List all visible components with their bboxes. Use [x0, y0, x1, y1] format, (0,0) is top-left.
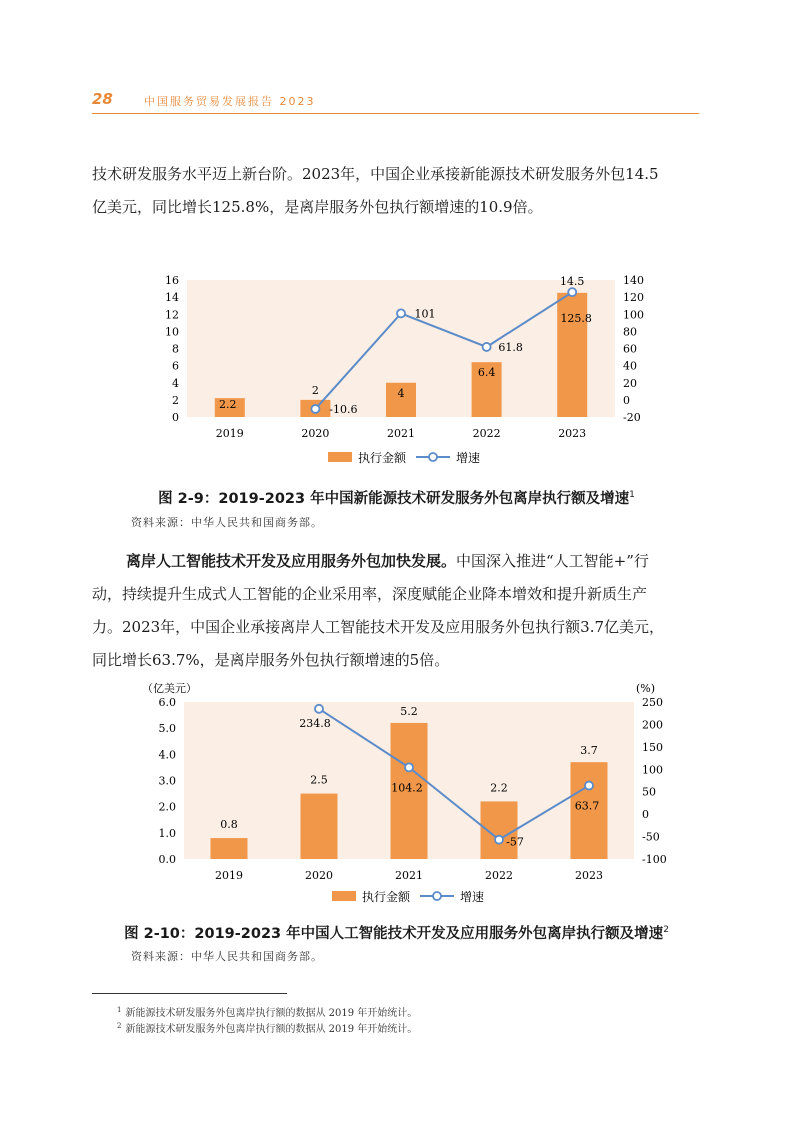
y-right-tick-label: 100 [623, 308, 644, 322]
growth-point [568, 288, 576, 296]
footnote-rule [92, 993, 287, 994]
growth-point [483, 343, 491, 351]
figure-1-source: 资料来源：中华人民共和国商务部。 [131, 516, 323, 529]
y-right-tick-label: 60 [623, 342, 637, 356]
line-data-label: 101 [414, 307, 436, 321]
running-header-title: 中国服务贸易发展报告 2023 [144, 95, 316, 108]
legend-line-marker [429, 453, 437, 461]
y-right-tick-label: 0 [642, 808, 649, 822]
bar-data-label: 0.8 [220, 818, 238, 832]
footnote-1-text: 新能源技术研发服务外包离岸执行额的数据从 2019 年开始统计。 [125, 1008, 418, 1019]
footnote-1 [117, 1004, 417, 1019]
bar-data-label: 5.2 [400, 704, 418, 718]
x-tick-label: 2021 [387, 427, 415, 440]
y-left-tick-label: 0 [172, 411, 179, 424]
x-tick-label: 2021 [395, 869, 423, 882]
paragraph-2-line-1 [92, 545, 700, 578]
y-left-tick-label: 4.0 [158, 748, 176, 762]
y-right-tick-label: -50 [642, 830, 660, 844]
page-number: 28 [92, 90, 113, 108]
y-left-tick-label: 6.0 [158, 696, 176, 709]
bar-data-label: 2.2 [219, 398, 237, 412]
bar-data-label: 6.4 [477, 366, 496, 380]
y-right-tick-label: 250 [642, 696, 663, 709]
y-left-tick-label: 6 [172, 359, 179, 373]
bar-data-label: 4 [397, 386, 405, 400]
legend-bar-label: 执行金额 [358, 451, 407, 465]
bar [211, 838, 248, 859]
paragraph-1-line-1: 技术研发服务水平迈上新台阶。2023年，中国企业承接新能源技术研发服务外包14.5 [92, 165, 659, 183]
y-right-tick-label: 120 [623, 291, 644, 305]
y-left-axis-label: （亿美元） [142, 682, 197, 695]
line-data-label: -10.6 [329, 402, 358, 416]
chart-energy-rd [150, 262, 644, 474]
y-right-tick-label: 150 [642, 740, 663, 754]
line-data-label: 125.8 [560, 312, 592, 326]
y-right-tick-label: -20 [623, 411, 641, 424]
figure-1-caption [0, 487, 793, 508]
y-left-tick-label: 1.0 [158, 826, 176, 840]
figure-2-caption-text: 图 2-10：2019-2023 年中国人工智能技术开发及应用服务外包离岸执行额及增速 [124, 926, 664, 942]
growth-point [315, 705, 323, 713]
x-tick-label: 2023 [575, 869, 603, 882]
paragraph-2-line-1-rest: 中国深入推进“人工智能+”行 [456, 552, 649, 570]
footnote-2-ref: 2 [117, 1021, 122, 1030]
paragraph-2-line-3: 力。2023年，中国企业承接离岸人工智能技术开发及应用服务外包执行额3.7亿美元， [92, 618, 665, 636]
y-left-tick-label: 10 [165, 325, 179, 339]
y-left-tick-label: 2 [172, 393, 179, 407]
y-right-tick-label: 200 [642, 718, 663, 732]
growth-point [495, 836, 503, 844]
y-left-tick-label: 3.0 [158, 774, 176, 788]
y-left-tick-label: 0.0 [158, 853, 176, 866]
footnote-2-text: 新能源技术研发服务外包离岸执行额的数据从 2019 年开始统计。 [125, 1024, 418, 1035]
footnote-2 [117, 1020, 417, 1035]
x-tick-label: 2019 [215, 869, 243, 882]
figure-2-caption [0, 922, 793, 943]
legend-bar-swatch [332, 891, 356, 901]
paragraph-2 [92, 545, 700, 677]
line-data-label: 234.8 [299, 716, 331, 730]
growth-point [311, 405, 319, 413]
bar [301, 794, 338, 859]
growth-point [405, 763, 413, 771]
y-left-tick-label: 14 [165, 291, 179, 305]
bar-data-label: 2.5 [310, 773, 328, 787]
y-left-tick-label: 16 [165, 274, 179, 287]
y-right-tick-label: 50 [642, 785, 656, 799]
x-tick-label: 2020 [301, 427, 330, 440]
x-tick-label: 2020 [305, 869, 333, 882]
paragraph-2-lead: 离岸人工智能技术开发及应用服务外包加快发展。 [126, 552, 457, 570]
paragraph-1 [92, 158, 700, 224]
legend-line-marker [433, 892, 441, 900]
y-right-tick-label: 140 [623, 274, 644, 287]
paragraph-2-line-4: 同比增长63.7%，是离岸服务外包执行额增速的5倍。 [92, 651, 450, 669]
bar-data-label: 2 [311, 383, 319, 397]
growth-point [397, 309, 405, 317]
legend-bar-swatch [328, 452, 352, 462]
figure-1-footnote-ref: 1 [629, 490, 635, 501]
figure-2-footnote-ref: 2 [663, 925, 669, 936]
figure-1-caption-text: 图 2-9：2019-2023 年中国新能源技术研发服务外包离岸执行额及增速 [158, 491, 630, 507]
line-data-label: -57 [506, 835, 524, 849]
bar-data-label: 3.7 [580, 744, 598, 758]
bar-data-label: 14.5 [559, 274, 585, 288]
y-right-tick-label: 0 [623, 393, 630, 407]
figure-2-source: 资料来源：中华人民共和国商务部。 [131, 950, 323, 963]
footnote-1-ref: 1 [117, 1005, 122, 1014]
x-tick-label: 2023 [558, 427, 587, 440]
y-left-tick-label: 12 [165, 308, 179, 322]
bar-data-label: 2.2 [490, 781, 508, 795]
y-right-axis-label: (%) [636, 682, 656, 695]
y-right-tick-label: 20 [623, 376, 637, 390]
chart-ai-services [120, 682, 665, 906]
y-right-tick-label: 100 [642, 763, 663, 777]
y-left-tick-label: 4 [172, 376, 179, 390]
legend-bar-label: 执行金额 [362, 890, 411, 904]
legend-line-label: 增速 [460, 890, 485, 904]
x-tick-label: 2022 [472, 427, 501, 440]
line-data-label: 104.2 [391, 781, 423, 795]
y-left-tick-label: 2.0 [158, 800, 176, 814]
y-right-tick-label: 80 [623, 325, 637, 339]
y-right-tick-label: -100 [642, 853, 667, 866]
y-left-tick-label: 5.0 [158, 722, 176, 736]
growth-point [585, 782, 593, 790]
header-rule [92, 113, 699, 114]
x-tick-label: 2022 [485, 869, 513, 882]
line-data-label: 61.8 [498, 340, 523, 354]
legend-line-label: 增速 [456, 451, 481, 465]
line-data-label: 63.7 [574, 799, 600, 813]
paragraph-2-line-2: 动，持续提升生成式人工智能的企业采用率，深度赋能企业降本增效和提升新质生产 [92, 585, 648, 603]
paragraph-1-line-2: 亿美元，同比增长125.8%，是离岸服务外包执行额增速的10.9倍。 [92, 198, 543, 216]
x-tick-label: 2019 [215, 427, 244, 440]
y-right-tick-label: 40 [623, 359, 637, 373]
y-left-tick-label: 8 [172, 342, 179, 356]
